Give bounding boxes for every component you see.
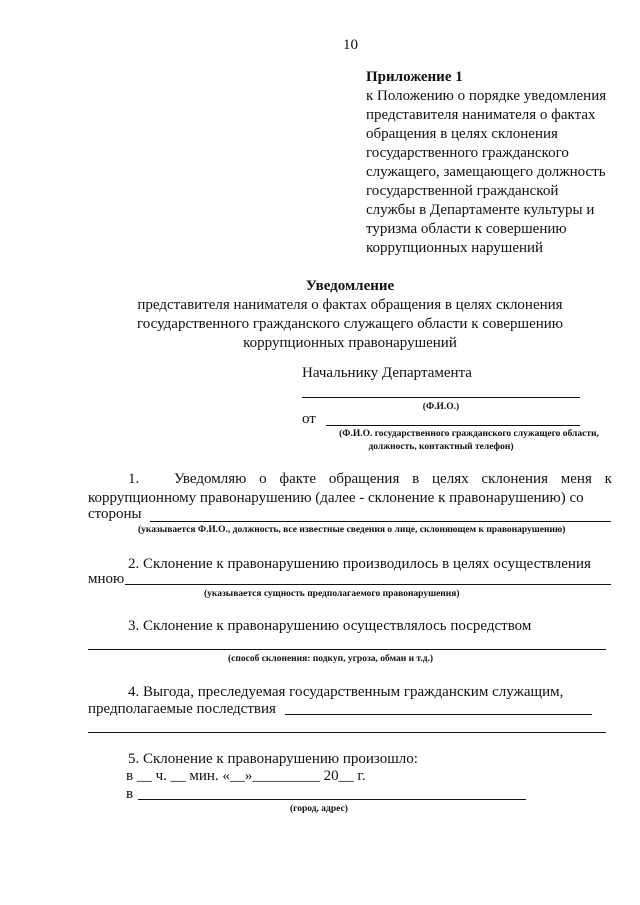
item1-word: обращения [328,471,400,487]
item4-line1: 4. Выгода, преследуемая государственным гражданским служащим, [128,684,564,700]
item5-place-input-line[interactable] [138,799,526,800]
item1-word: Уведомляю [174,471,247,487]
item3-caption: (способ склонения: подкуп, угроза, обман и т.д.) [228,654,434,664]
addressee-fio-line[interactable] [302,397,580,398]
item1-input-line[interactable] [150,521,611,522]
item2-line2: мною [88,571,125,587]
item1-line3: стороны [88,506,142,522]
appendix-line: служащего, замещающего должность [366,164,606,180]
appendix-line: государственного гражданского [366,145,569,161]
appendix-line: службы в Департаменте культуры и [366,202,595,218]
document-title [70,277,630,353]
item1-line1 [174,470,612,489]
from-line[interactable] [326,425,580,426]
appendix-line: обращения в целях склонения [366,126,558,142]
from-caption-1: (Ф.И.О. государственного гражданского служащего области, [339,429,599,439]
item4-input-line-2[interactable] [88,732,606,733]
appendix-block [366,68,636,258]
item1-word: целях [432,471,469,487]
item3-line1: 3. Склонение к правонарушению осуществлялось посредством [128,618,532,634]
item1-line2: коррупционному правонарушению (далее - склонение к правонарушению) со [88,490,584,506]
item5-place-label: в [126,786,134,802]
item1-caption: (указывается Ф.И.О., должность, все известные сведения о лице, склоняющем к правонарушению) [138,525,566,535]
title-heading: Уведомление [305,278,395,294]
item1-word: факте [279,471,317,487]
item4-line2: предполагаемые последствия [88,701,276,717]
addressee-to: Начальнику Департамента [302,365,472,381]
item1-number: 1. [128,471,140,487]
appendix-line: коррупционных нарушений [366,240,544,256]
item1-word: к [604,471,612,487]
appendix-line: туризма области к совершению [366,221,567,237]
item2-line1: 2. Склонение к правонарушению производилось в целях осуществления [128,556,591,572]
appendix-heading: Приложение 1 [366,69,463,85]
item5-date-line[interactable]: в __ ч. __ мин. «__»_________ 20__ г. [126,768,366,784]
item1-word: о [259,471,267,487]
appendix-line: к Положению о порядке уведомления [366,88,607,104]
appendix-line: государственной гражданской [366,183,559,199]
page-number: 10 [343,37,358,53]
item3-input-line[interactable] [88,649,606,650]
from-caption-2: должность, контактный телефон) [368,442,514,452]
title-line: государственного гражданского служащего области к совершению [136,316,564,332]
item5-caption: (город, адрес) [290,804,348,814]
item5-line1: 5. Склонение к правонарушению произошло: [128,751,418,767]
item2-input-line[interactable] [125,584,611,585]
addressee-fio-caption: (Ф.И.О.) [422,402,460,412]
item4-input-line-1[interactable] [285,714,592,715]
item1-word: меня [560,471,592,487]
item2-caption: (указывается сущность предполагаемого правонарушения) [204,589,460,599]
title-line: представителя нанимателя о фактах обращения в целях склонения [137,297,563,313]
item1-word: в [412,471,420,487]
from-label: от [302,411,316,427]
appendix-line: представителя нанимателя о фактах [366,107,596,123]
title-line: коррупционных правонарушений [243,335,457,351]
item1-word: склонения [481,471,548,487]
